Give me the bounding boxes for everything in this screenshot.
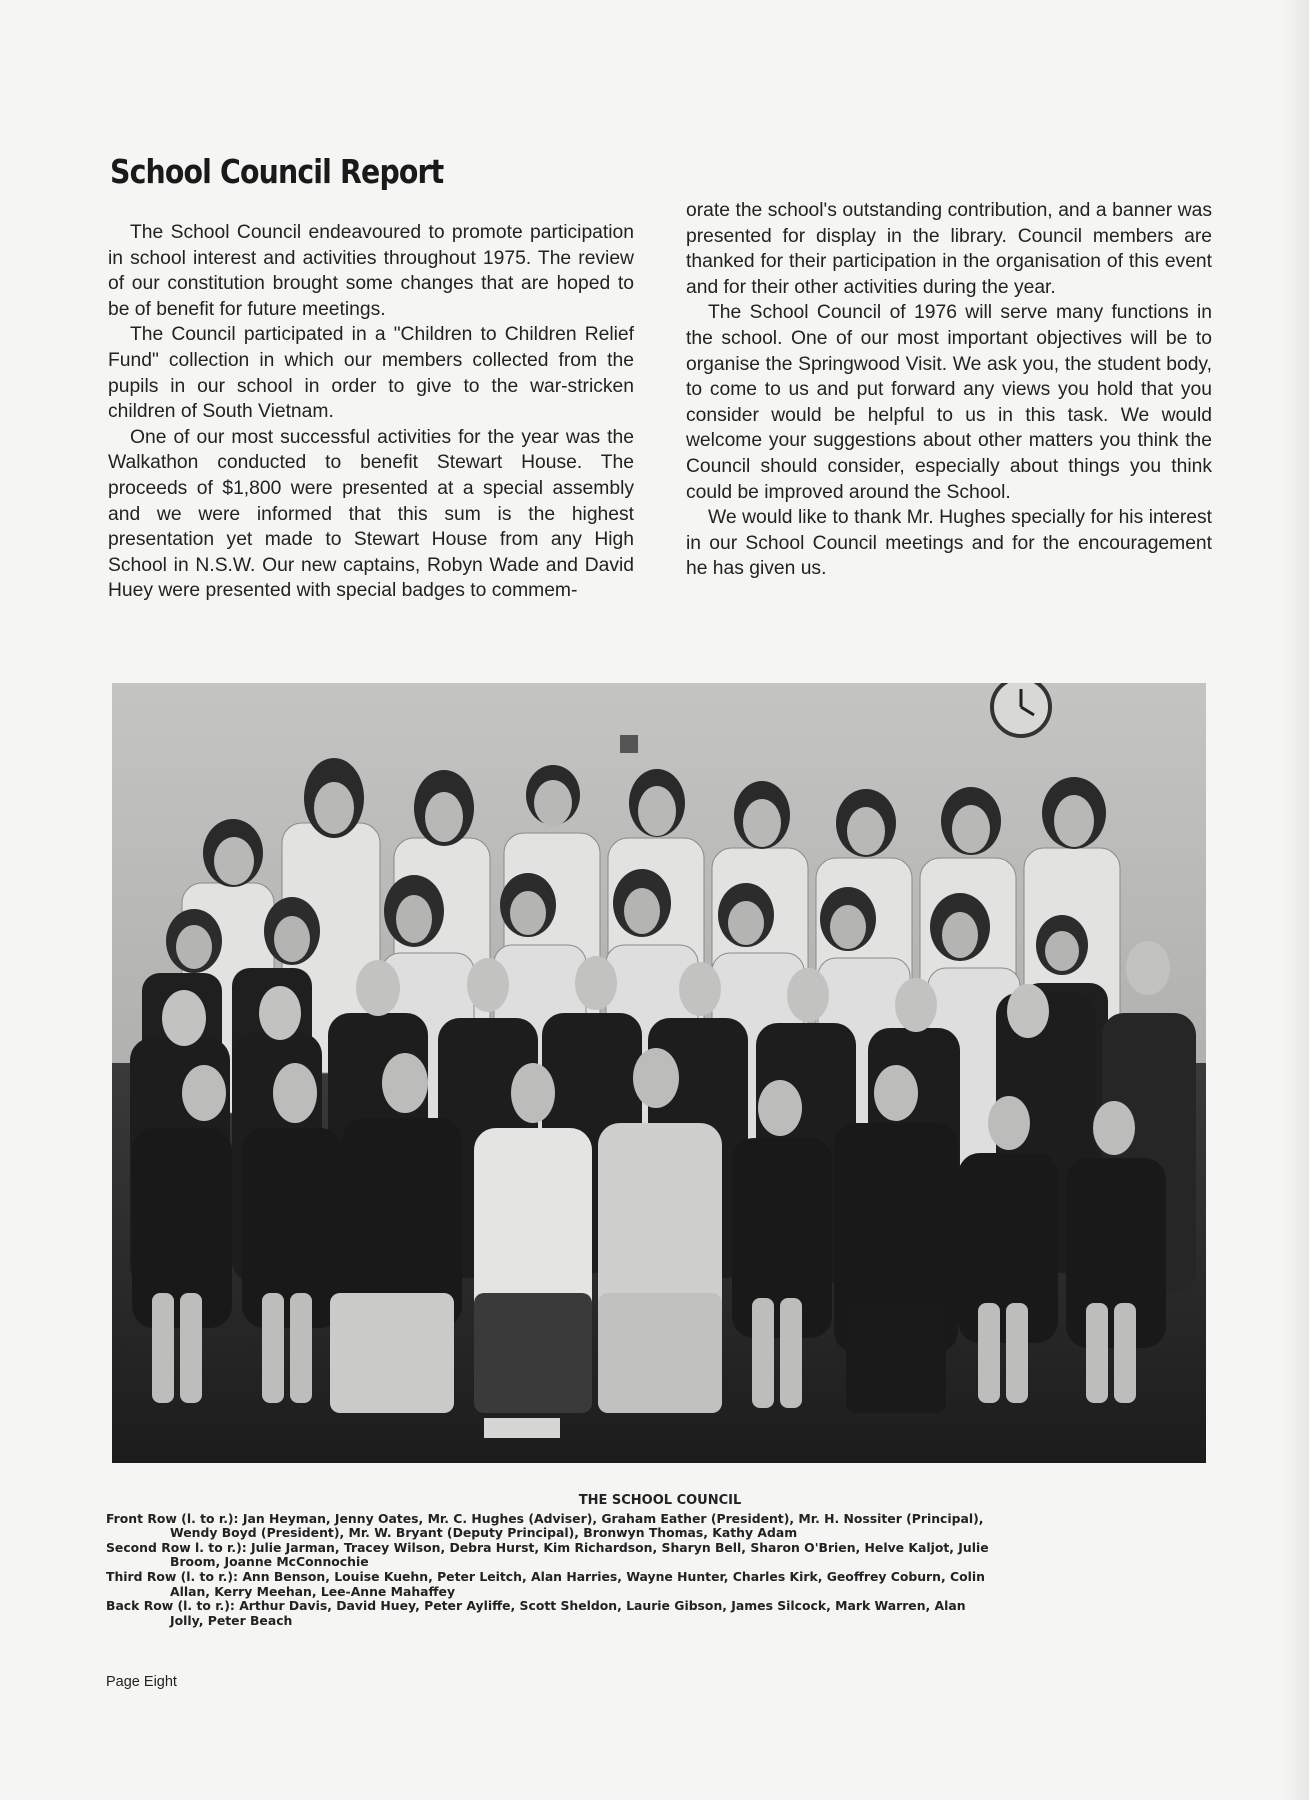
caption-row-names: Arthur Davis, David Huey, Peter Ayliffe, Scott Sheldon, Laurie Gibson, James Silcock, Mark Warren, Alan — [239, 1598, 966, 1614]
caption-row-second — [106, 1541, 1214, 1570]
article-paragraph: The School Council of 1976 will serve many functions in the school. One of our most important objectives will be to organise the Springwood Visit. We ask you, the student body, to come to us and put forward any views you hold that you consider would be helpful to us in this task. We would welcome your suggestions about other matters you think the Council should consider, especially about things you think could be improved around the School. — [686, 302, 1212, 503]
wall-switch — [620, 735, 638, 753]
caption-title: THE SCHOOL COUNCIL — [578, 1493, 742, 1508]
page-number: Page Eight — [106, 1674, 177, 1690]
caption-row-label: Back Row (l. to r.): — [106, 1598, 235, 1614]
page-title: School Council Report — [110, 152, 444, 191]
article-paragraph: The School Council endeavoured to promote participation in school interest and activities throughout 1975. The review of our constitution brought some changes that are hoped to be of benefit for future meetings. — [108, 222, 634, 320]
caption-row-continuation: Wendy Boyd (President), Mr. W. Bryant (Deputy Principal), Bronwyn Thomas, Kathy Adam — [170, 1525, 798, 1541]
caption-row-names: Ann Benson, Louise Kuehn, Peter Leitch, Alan Harries, Wayne Hunter, Charles Kirk, Geoffrey Coburn, Colin — [242, 1568, 985, 1584]
page-edge-shadow — [1283, 0, 1309, 1800]
caption-row-continuation: Allan, Kerry Meehan, Lee-Anne Mahaffey — [170, 1583, 456, 1599]
caption-row-back — [106, 1599, 1214, 1628]
group-photo — [112, 683, 1206, 1463]
caption-row-names: Julie Jarman, Tracey Wilson, Debra Hurst, Kim Richardson, Sharyn Bell, Sharon O'Brien, Helve Kaljot, Julie — [251, 1539, 989, 1555]
caption-row-third — [106, 1570, 1214, 1599]
article-paragraph: We would like to thank Mr. Hughes specially for his interest in our School Council meetings and for the encouragement he has given us. — [686, 507, 1212, 580]
caption-row-continuation: Broom, Joanne McConnochie — [170, 1554, 369, 1570]
caption-row-label: Front Row (l. to r.): — [106, 1510, 239, 1526]
article-column-left — [108, 220, 634, 604]
article-column-right — [686, 198, 1212, 582]
article-paragraph: One of our most successful activities for the year was the Walkathon conducted to benefit Stewart House. The proceeds of $1,800 were presented at a special assembly and we were informed that this sum is the highest presentation yet made to Stewart House from any High School in N.S.W. Our new captains, Robyn Wade and David Huey were presented with special badges to commem- — [108, 426, 634, 602]
caption-row-names: Jan Heyman, Jenny Oates, Mr. C. Hughes (Adviser), Graham Eather (President), Mr. H. Nossiter (Principal), — [242, 1510, 984, 1526]
clock-icon — [992, 683, 1050, 736]
photo-caption — [106, 1494, 1214, 1628]
caption-row-front — [106, 1512, 1214, 1541]
article-paragraph: The Council participated in a "Children to Children Relief Fund" collection in which our members collected from the pupils in our school in order to give to the war-stricken children of South Vietnam. — [108, 324, 634, 423]
article-paragraph: orate the school's outstanding contribution, and a banner was presented for display in the library. Council members are thanked for their participation in the organisation of this event and for their other activities during the year. — [686, 200, 1212, 298]
caption-row-continuation: Jolly, Peter Beach — [170, 1612, 293, 1628]
caption-row-label: Second Row l. to r.): — [106, 1539, 247, 1555]
group-photo-illustration — [112, 683, 1206, 1463]
caption-row-label: Third Row (l. to r.): — [106, 1568, 238, 1584]
